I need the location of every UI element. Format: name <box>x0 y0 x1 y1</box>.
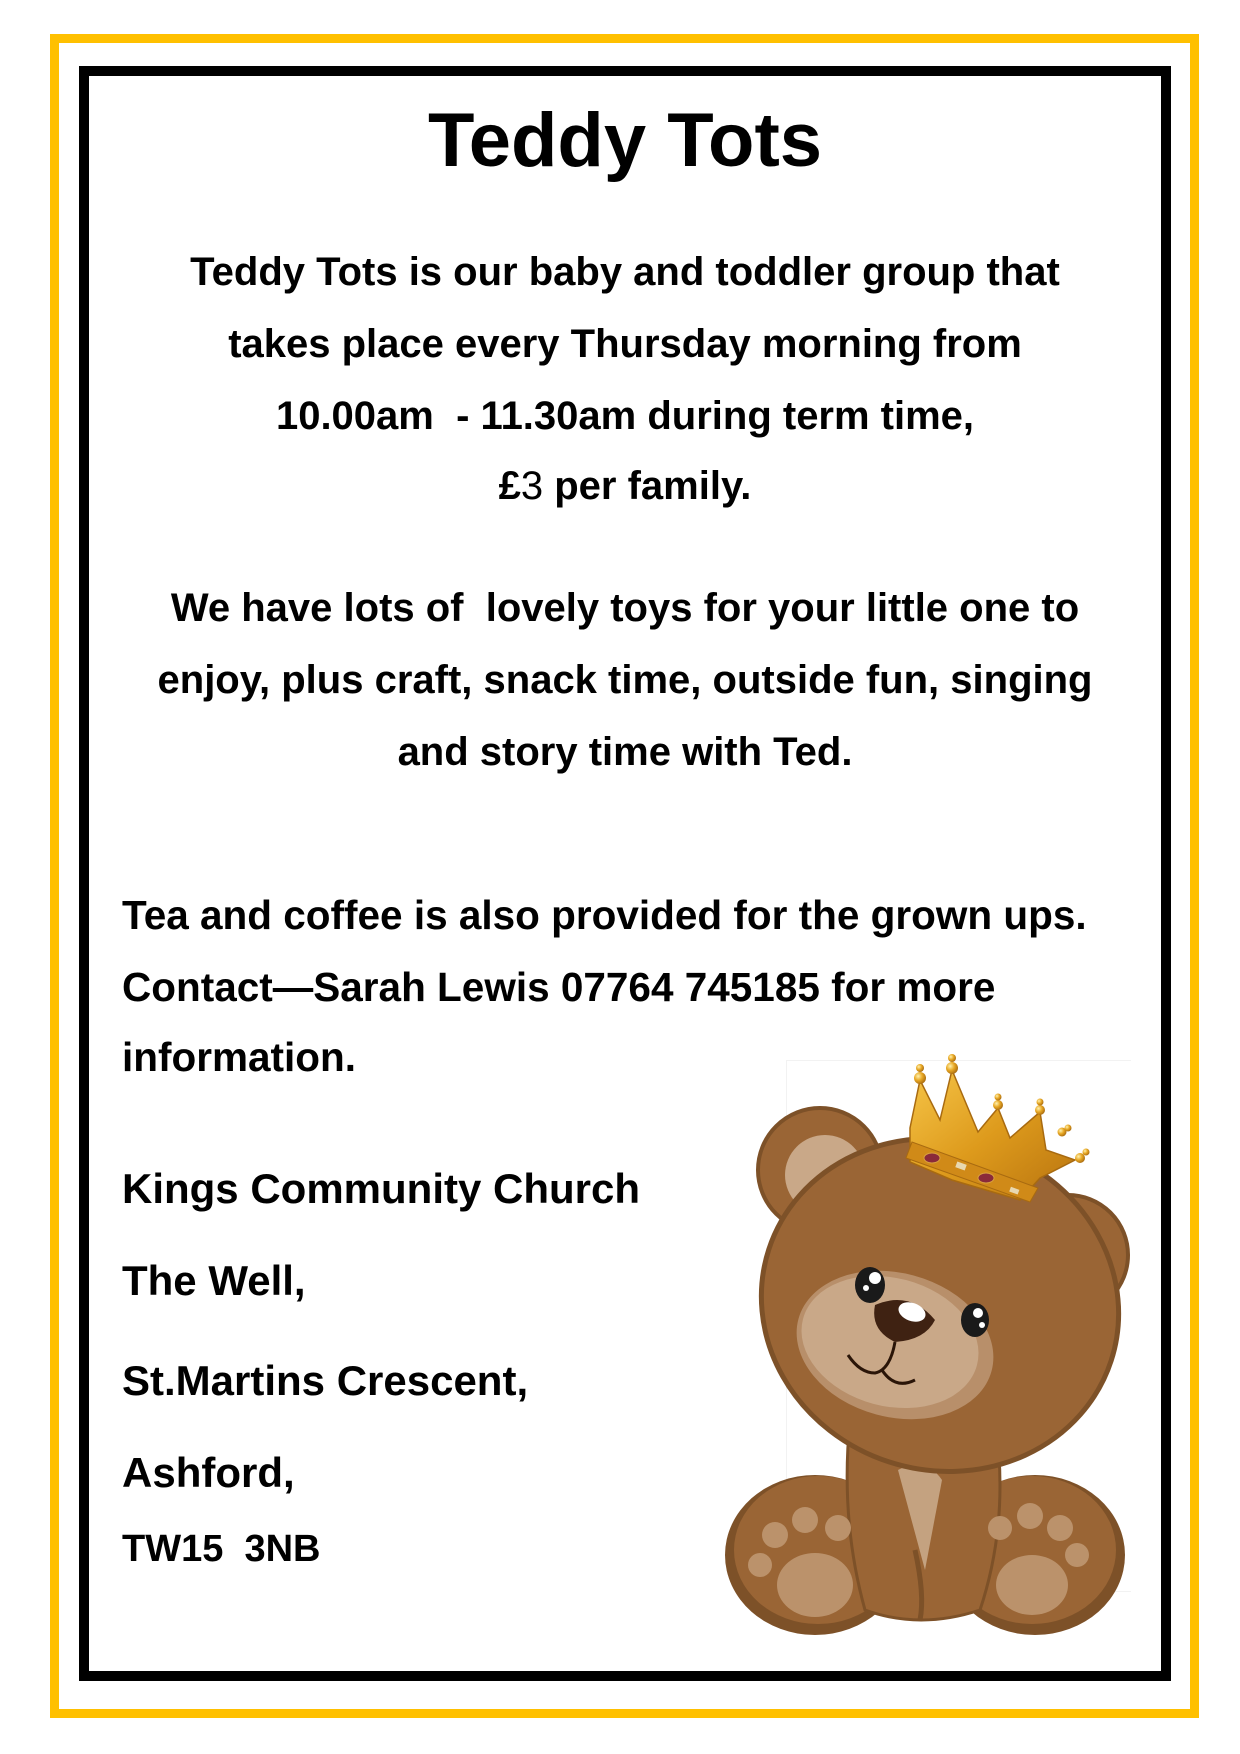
info-line-3: information. <box>122 1034 356 1080</box>
price-amount: 3 <box>520 464 544 508</box>
intro-line-3: 10.00am - 11.30am during term time, <box>275 394 975 438</box>
contact-line: Contact—Sarah Lewis 07764 745185 for more <box>122 964 996 1010</box>
activities-line-3: and story time with Ted. <box>397 730 853 774</box>
address-line-1: The Well, <box>122 1257 306 1304</box>
flyer-title: Teddy Tots <box>427 98 823 183</box>
intro-line-2: takes place every Thursday morning from <box>228 322 1022 366</box>
teddy-bear-with-crown-icon <box>720 1050 1150 1640</box>
activities-line-1: We have lots of lovely toys for your little one to <box>170 586 1080 630</box>
info-line-1: Tea and coffee is also provided for the grown ups. <box>122 892 1087 938</box>
price-suffix: per family. <box>543 464 752 508</box>
teddy-bear-illustration <box>720 1050 1150 1640</box>
activities-line-2: enjoy, plus craft, snack time, outside fun, singing <box>157 658 1093 702</box>
address-postcode: TW15 3NB <box>122 1528 321 1570</box>
address-venue: Kings Community Church <box>122 1165 641 1212</box>
address-street: St.Martins Crescent, <box>122 1357 529 1404</box>
intro-line-1: Teddy Tots is our baby and toddler group that <box>190 250 1060 294</box>
price-currency: £ <box>498 464 521 508</box>
price-line <box>89 466 1161 506</box>
address-town: Ashford, <box>122 1449 295 1496</box>
